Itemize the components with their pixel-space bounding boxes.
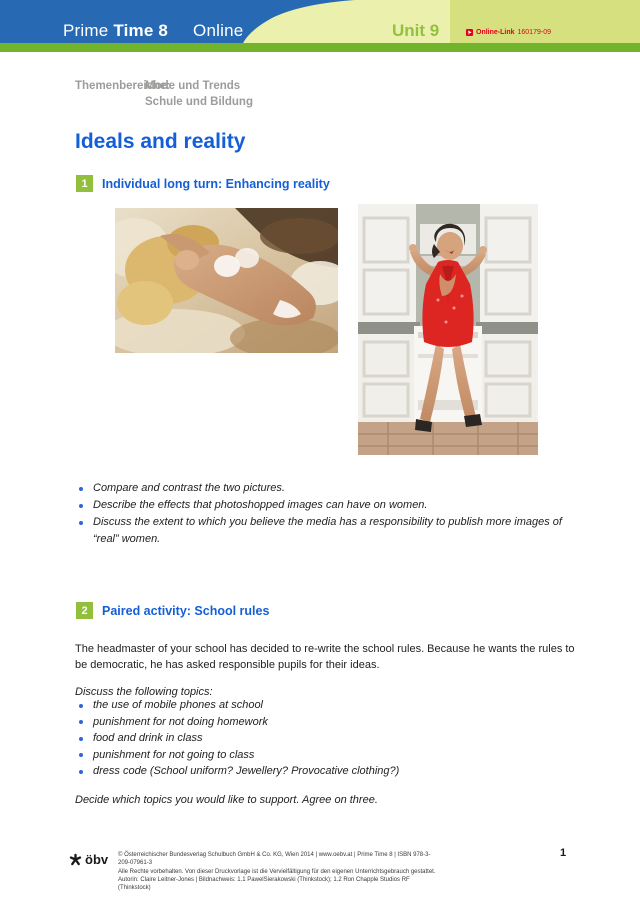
section-1-heading: [76, 175, 330, 192]
themenbereiche: [75, 78, 253, 110]
list-item: Discuss the extent to which you believe the media has a responsibility to publish more images of “real” women.: [75, 514, 580, 548]
header-dark-area: [450, 0, 640, 43]
themen-item-mode: Mode und Trends: [145, 80, 241, 92]
imprint-line-2: Alle Rechte vorbehalten. Von dieser Druckvorlage ist die Vervielfältigung für den eigenen Unterrichtsgebrauch gestattet.: [118, 868, 436, 875]
oebv-logo: [69, 852, 108, 867]
imprint-line-3: Autorin: Claire Leitner-Jones | Bildnachweis: 1.1 PawelSierakowski (Thinkstock); 1.2 Ron Chapple Studios RF (Thinkstock): [118, 876, 410, 892]
list-item: dress code (School uniform? Jewellery? Provocative clothing?): [75, 763, 580, 780]
cursor-link-icon: [466, 29, 473, 36]
section-2-intro: The headmaster of your school has decided to re-write the school rules. Because he wants the rules to be democratic, he has asked responsible pupils for their ideas.: [75, 643, 575, 671]
header-band: [0, 0, 640, 52]
photo-photoshopped-model: [115, 208, 338, 353]
section-2-topic-list: [75, 697, 580, 780]
header-green-stripe: [0, 43, 640, 52]
list-item: punishment for not doing homework: [75, 714, 580, 731]
section-1-title: Individual long turn: Enhancing reality: [102, 176, 330, 191]
list-item: food and drink in class: [75, 730, 580, 747]
brand-online: Online: [193, 21, 244, 40]
list-item: Compare and contrast the two pictures.: [75, 480, 580, 497]
section-1-bullet-list: [75, 480, 580, 548]
section-2-number-badge: 2: [76, 602, 93, 619]
online-link[interactable]: [466, 29, 551, 36]
online-link-label: Online-Link: [476, 29, 515, 36]
section-2-outro: Decide which topics you would like to support. Agree on three.: [75, 794, 378, 806]
section-2-discuss-line: Discuss the following topics:: [75, 686, 213, 698]
list-item: punishment for not going to class: [75, 747, 580, 764]
themen-label: Themenbereiche:: [75, 80, 171, 92]
photo-real-woman-kitchen: [358, 204, 538, 455]
section-2-title: Paired activity: School rules: [102, 603, 270, 618]
footer-imprint: [118, 851, 438, 892]
imprint-line-1: © Österreichischer Bundesverlag Schulbuch GmbH & Co. KG, Wien 2014 | www.oebv.at | Prime Time 8 | ISBN 978-3-209-07961-3: [118, 852, 431, 867]
section-2-heading: [76, 602, 269, 619]
brand-time8: Time 8: [113, 21, 169, 40]
unit-label: Unit 9: [392, 21, 440, 40]
page-number: 1: [560, 847, 567, 859]
list-item: Describe the effects that photoshopped images can have on women.: [75, 497, 580, 514]
page-title: Ideals and reality: [75, 130, 246, 154]
online-link-code: 160179-09: [517, 29, 551, 36]
themen-item-schule: Schule und Bildung: [145, 96, 253, 108]
list-item: the use of mobile phones at school: [75, 697, 580, 714]
oebv-star-icon: [69, 853, 82, 866]
brand-title: [63, 21, 243, 41]
section-1-number-badge: 1: [76, 175, 93, 192]
brand-prime: Prime: [63, 21, 109, 40]
oebv-logo-text: öbv: [85, 852, 109, 867]
